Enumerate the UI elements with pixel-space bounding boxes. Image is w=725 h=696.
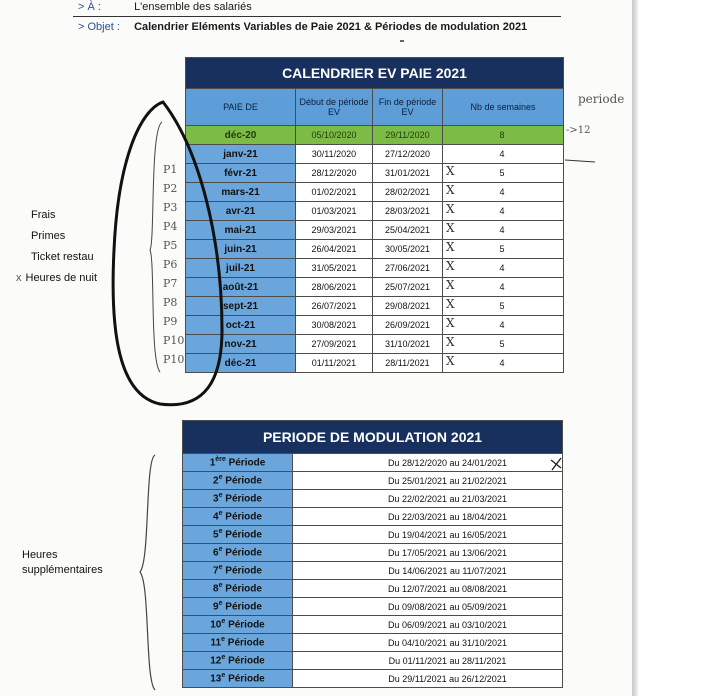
period-word: Période <box>225 511 262 523</box>
weeks-count: 4 <box>499 282 505 292</box>
period-label <box>183 508 293 526</box>
recipient-key: > À : <box>78 1 101 13</box>
label-ticket: Ticket restau <box>31 251 94 263</box>
calendar-row <box>186 126 564 145</box>
period-num: 8 <box>213 583 219 595</box>
calendar-row <box>186 145 564 164</box>
period-word: Période <box>225 475 262 487</box>
weeks-count: 4 <box>499 206 505 216</box>
period-word: Période <box>228 619 265 631</box>
handwritten-x-mark: X <box>446 240 455 254</box>
end-date: 31/10/2021 <box>373 335 443 354</box>
period-sup: e <box>218 492 223 500</box>
pay-month: avr-21 <box>186 202 296 221</box>
end-date: 25/07/2021 <box>373 278 443 297</box>
weeks-count: 4 <box>499 358 505 368</box>
period-sup: e <box>218 510 223 518</box>
period-range: Du 25/01/2021 au 21/02/2021 <box>293 472 563 490</box>
handwritten-p-label: P2 <box>163 182 178 195</box>
end-date: 30/05/2021 <box>373 240 443 259</box>
period-label <box>183 634 293 652</box>
handwritten-p-label: P5 <box>163 239 178 252</box>
start-date: 01/11/2021 <box>296 354 373 373</box>
modulation-body <box>183 454 563 688</box>
period-word: Période <box>228 655 265 667</box>
period-num: 4 <box>213 511 219 523</box>
handwritten-x-mark: X <box>446 354 455 368</box>
calendar-row <box>186 259 564 278</box>
start-date: 30/11/2020 <box>296 145 373 164</box>
period-range: Du 19/04/2021 au 16/05/2021 <box>293 526 563 544</box>
period-sup: e <box>221 618 226 626</box>
period-range: Du 09/08/2021 au 05/09/2021 <box>293 598 563 616</box>
end-date: 26/09/2021 <box>373 316 443 335</box>
period-word: Période <box>225 529 262 541</box>
period-range: Du 06/09/2021 au 03/10/2021 <box>293 616 563 634</box>
weeks-cell <box>443 164 564 183</box>
period-num: 11 <box>210 637 222 649</box>
period-range: Du 12/07/2021 au 08/08/2021 <box>293 580 563 598</box>
pay-month: oct-21 <box>186 316 296 335</box>
modulation-row <box>183 544 563 562</box>
handwritten-p-label: P9 <box>163 315 178 328</box>
handwritten-x-mark: X <box>446 183 455 197</box>
end-date: 28/11/2021 <box>373 354 443 373</box>
start-date: 05/10/2020 <box>296 126 373 145</box>
end-date: 29/11/2020 <box>373 126 443 145</box>
weeks-cell <box>443 240 564 259</box>
handwritten-x-mark: X <box>446 297 455 311</box>
label-heures-nuit-text: Heures de nuit <box>25 272 98 284</box>
modulation-table <box>182 420 563 688</box>
weeks-count: 4 <box>499 149 505 159</box>
start-date: 28/12/2020 <box>296 164 373 183</box>
handwritten-x-mark: X <box>446 335 455 349</box>
period-range: Du 01/11/2021 au 28/11/2021 <box>293 652 563 670</box>
label-heures-nuit <box>16 272 97 284</box>
page-edge <box>632 0 638 696</box>
modulation-row <box>183 652 563 670</box>
end-date: 28/03/2021 <box>373 202 443 221</box>
calendar-row <box>186 335 564 354</box>
pay-month: mai-21 <box>186 221 296 240</box>
pay-month: juin-21 <box>186 240 296 259</box>
weeks-count: 4 <box>499 187 505 197</box>
period-range: Du 14/06/2021 au 11/07/2021 <box>293 562 563 580</box>
calendar-header-row <box>186 89 564 126</box>
pay-month: mars-21 <box>186 183 296 202</box>
end-date: 29/08/2021 <box>373 297 443 316</box>
modulation-row <box>183 562 563 580</box>
period-label <box>183 472 293 490</box>
period-word: Période <box>225 547 262 559</box>
start-date: 26/04/2021 <box>296 240 373 259</box>
calendar-row <box>186 183 564 202</box>
period-sup: e <box>221 672 226 680</box>
period-label <box>183 526 293 544</box>
period-sup: e <box>221 654 226 662</box>
weeks-count: 5 <box>499 339 505 349</box>
weeks-cell <box>443 221 564 240</box>
handwritten-periode: periode <box>578 92 625 106</box>
period-range: Du 22/02/2021 au 21/03/2021 <box>293 490 563 508</box>
period-num: 13 <box>210 673 222 685</box>
modulation-row <box>183 670 563 688</box>
period-range: Du 29/11/2021 au 26/12/2021 <box>293 670 563 688</box>
col-pay: PAIE DE <box>186 89 296 126</box>
period-label <box>183 562 293 580</box>
period-range: Du 28/12/2020 au 24/01/2021 <box>293 454 563 472</box>
period-sup: e <box>218 546 223 554</box>
period-sup: e <box>218 600 223 608</box>
modulation-row <box>183 616 563 634</box>
period-num: 9 <box>213 601 219 613</box>
period-label <box>183 652 293 670</box>
modulation-title: PERIODE DE MODULATION 2021 <box>183 421 563 454</box>
weeks-cell <box>443 278 564 297</box>
period-num: 2 <box>213 475 219 487</box>
modulation-row <box>183 580 563 598</box>
label-hs-1: Heures <box>22 549 58 561</box>
period-label <box>183 454 293 472</box>
nuit-x-mark: x <box>16 272 22 284</box>
calendar-title: CALENDRIER EV PAIE 2021 <box>186 58 564 89</box>
end-date: 27/12/2020 <box>373 145 443 164</box>
modulation-row <box>183 472 563 490</box>
period-num: 5 <box>213 529 219 541</box>
weeks-count: 8 <box>499 130 505 140</box>
end-date: 25/04/2021 <box>373 221 443 240</box>
start-date: 01/03/2021 <box>296 202 373 221</box>
period-word: Période <box>227 637 265 649</box>
start-date: 31/05/2021 <box>296 259 373 278</box>
pay-month: déc-20 <box>186 126 296 145</box>
start-date: 01/02/2021 <box>296 183 373 202</box>
weeks-cell <box>443 126 564 145</box>
weeks-count: 5 <box>499 301 505 311</box>
calendar-row <box>186 297 564 316</box>
pay-month: déc-21 <box>186 354 296 373</box>
period-range: Du 22/03/2021 au 18/04/2021 <box>293 508 563 526</box>
end-date: 31/01/2021 <box>373 164 443 183</box>
col-end: Fin de période EV <box>373 89 443 126</box>
calendar-row <box>186 221 564 240</box>
col-start: Début de période EV <box>296 89 373 126</box>
weeks-cell <box>443 259 564 278</box>
period-sup: ère <box>215 456 226 464</box>
period-label <box>183 598 293 616</box>
label-hs-2: supplémentaires <box>22 564 103 576</box>
calendar-row <box>186 202 564 221</box>
period-label <box>183 544 293 562</box>
period-sup: e <box>221 636 225 644</box>
period-label <box>183 670 293 688</box>
period-num: 7 <box>213 565 219 577</box>
period-num: 10 <box>210 619 222 631</box>
weeks-count: 4 <box>499 225 505 235</box>
end-date: 27/06/2021 <box>373 259 443 278</box>
start-date: 29/03/2021 <box>296 221 373 240</box>
period-word: Période <box>225 493 262 505</box>
subject-value: Calendrier Eléments Variables de Paie 2021 & Périodes de modulation 2021 <box>134 21 528 33</box>
weeks-cell <box>443 145 564 164</box>
calendar-table <box>185 57 564 373</box>
period-label <box>183 580 293 598</box>
pay-month: févr-21 <box>186 164 296 183</box>
pay-month: janv-21 <box>186 145 296 164</box>
period-word: Période <box>228 457 266 469</box>
handwritten-x-mark: X <box>446 221 455 235</box>
subject-key: > Objet : <box>78 21 120 33</box>
period-sup: e <box>218 528 223 536</box>
handwritten-x-mark: X <box>446 202 455 216</box>
calendar-row <box>186 240 564 259</box>
period-word: Période <box>225 565 262 577</box>
handwritten-x-mark: X <box>446 278 455 292</box>
weeks-count: 5 <box>499 168 505 178</box>
period-sup: e <box>218 564 223 572</box>
handwritten-x-mark: X <box>446 259 455 273</box>
handwritten-p-label: P7 <box>163 277 178 290</box>
header-recipient <box>78 1 252 13</box>
start-date: 28/06/2021 <box>296 278 373 297</box>
start-date: 30/08/2021 <box>296 316 373 335</box>
period-num: 12 <box>210 655 222 667</box>
handwritten-p-label: P6 <box>163 258 178 271</box>
start-date: 26/07/2021 <box>296 297 373 316</box>
weeks-cell <box>443 316 564 335</box>
weeks-count: 4 <box>499 263 505 273</box>
weeks-count: 4 <box>499 320 505 330</box>
period-num: 1 <box>209 457 216 469</box>
handwritten-p-label: P1 <box>163 163 178 176</box>
label-primes: Primes <box>31 230 66 242</box>
weeks-cell <box>443 354 564 373</box>
handwritten-p-label: P8 <box>163 296 178 309</box>
modulation-row <box>183 490 563 508</box>
weeks-cell <box>443 297 564 316</box>
calendar-row <box>186 354 564 373</box>
weeks-cell <box>443 335 564 354</box>
weeks-cell <box>443 183 564 202</box>
period-num: 6 <box>213 547 219 559</box>
weeks-count: 5 <box>499 244 505 254</box>
period-word: Période <box>225 601 262 613</box>
handwritten-p-label: P10 <box>163 353 185 366</box>
calendar-row <box>186 278 564 297</box>
period-range: Du 17/05/2021 au 13/06/2021 <box>293 544 563 562</box>
handwritten-p-label: P3 <box>163 201 178 214</box>
period-label <box>183 616 293 634</box>
calendar-row <box>186 164 564 183</box>
modulation-row <box>183 526 563 544</box>
handwritten-p-label: P10 <box>163 334 185 347</box>
modulation-row <box>183 454 563 472</box>
col-weeks: Nb de semaines <box>443 89 564 126</box>
period-range: Du 04/10/2021 au 31/10/2021 <box>293 634 563 652</box>
calendar-body <box>186 126 564 373</box>
period-num: 3 <box>213 493 219 505</box>
pay-month: sept-21 <box>186 297 296 316</box>
header-subject <box>78 21 527 33</box>
end-date: 28/02/2021 <box>373 183 443 202</box>
header-divider <box>73 16 561 17</box>
calendar-row <box>186 316 564 335</box>
handwritten-x-mark: X <box>446 316 455 330</box>
weeks-cell <box>443 202 564 221</box>
handwritten-p-label: P4 <box>163 220 178 233</box>
start-date: 27/09/2021 <box>296 335 373 354</box>
modulation-row <box>183 634 563 652</box>
modulation-row <box>183 508 563 526</box>
pay-month: août-21 <box>186 278 296 297</box>
modulation-row <box>183 598 563 616</box>
period-sup: e <box>218 474 223 482</box>
pay-month: nov-21 <box>186 335 296 354</box>
period-word: Période <box>228 673 265 685</box>
period-word: Période <box>225 583 262 595</box>
handwritten-arrow: ->12 <box>566 125 591 136</box>
period-sup: e <box>218 582 223 590</box>
ink-mark <box>400 40 404 42</box>
period-label <box>183 490 293 508</box>
handwritten-x-mark: X <box>446 164 455 178</box>
recipient-value: L'ensemble des salariés <box>134 1 252 13</box>
label-frais: Frais <box>31 209 56 221</box>
pay-month: juil-21 <box>186 259 296 278</box>
